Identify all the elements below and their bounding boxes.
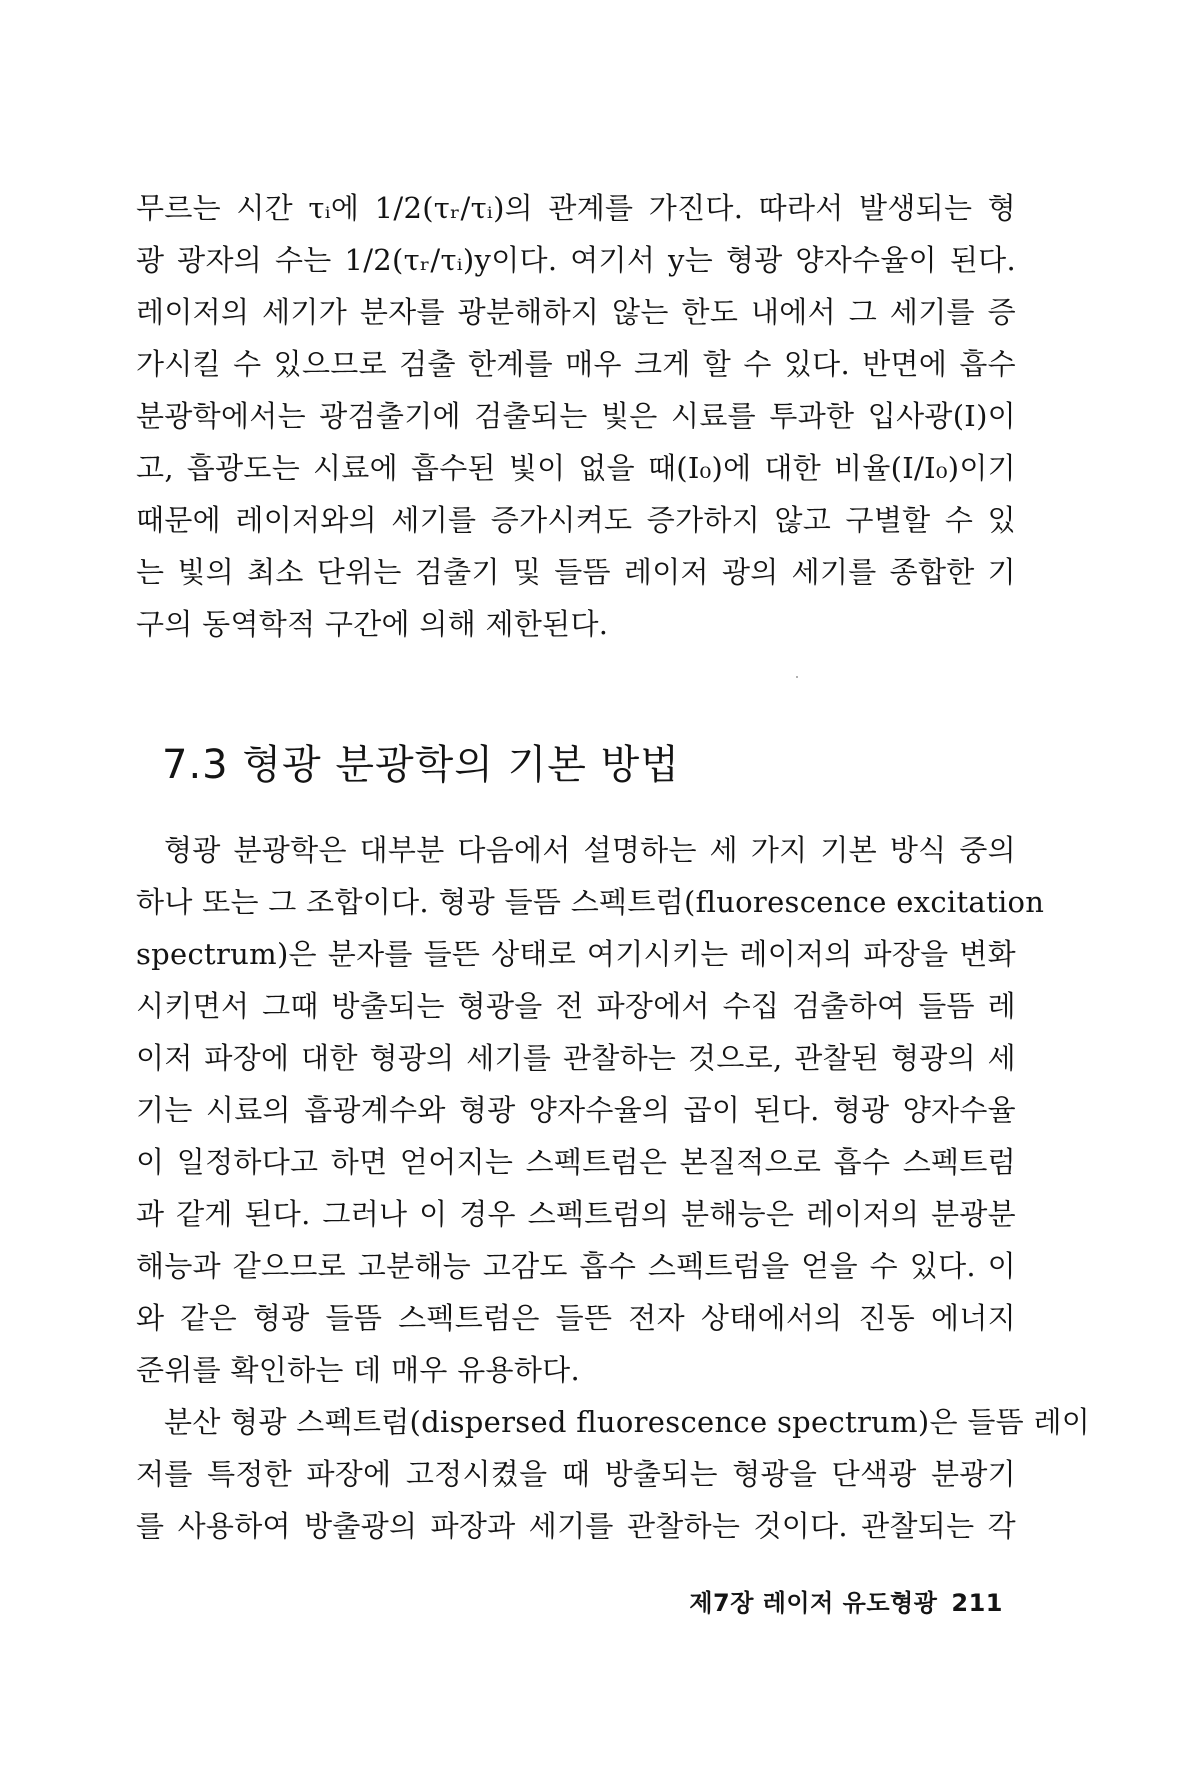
text-line: spectrum)은 분자를 들뜬 상태로 여기시키는 레이저의 파장을 변화 bbox=[136, 937, 1016, 971]
text-line: 분광학에서는 광검출기에 검출되는 빛은 시료를 투과한 입사광(I)이 bbox=[136, 399, 1016, 433]
text-line: 레이저의 세기가 분자를 광분해하지 않는 한도 내에서 그 세기를 증 bbox=[136, 295, 1016, 329]
page-footer bbox=[675, 1588, 1003, 1618]
text-line: 광 광자의 수는 1/2(τᵣ/τᵢ)y이다. 여기서 y는 형광 양자수율이 된다. bbox=[136, 243, 1016, 277]
text-line: 기는 시료의 흡광계수와 형광 양자수율의 곱이 된다. 형광 양자수율 bbox=[136, 1093, 1016, 1127]
text-line: 구의 동역학적 구간에 의해 제한된다. bbox=[136, 607, 609, 641]
text-line: 는 빛의 최소 단위는 검출기 및 들뜸 레이저 광의 세기를 종합한 기 bbox=[136, 555, 1016, 589]
text-line: 이 일정하다고 하면 얻어지는 스펙트럼은 본질적으로 흡수 스펙트럼 bbox=[136, 1145, 1016, 1179]
text-line: 가시킬 수 있으므로 검출 한계를 매우 크게 할 수 있다. 반면에 흡수 bbox=[136, 347, 1016, 381]
text-line: 와 같은 형광 들뜸 스펙트럼은 들뜬 전자 상태에서의 진동 에너지 bbox=[136, 1301, 1016, 1335]
text-line: 준위를 확인하는 데 매우 유용하다. bbox=[136, 1353, 580, 1387]
text-line: 해능과 같으므로 고분해능 고감도 흡수 스펙트럼을 얻을 수 있다. 이 bbox=[136, 1249, 1016, 1283]
text-line: 때문에 레이저와의 세기를 증가시켜도 증가하지 않고 구별할 수 있 bbox=[136, 503, 1016, 537]
text-line: 이저 파장에 대한 형광의 세기를 관찰하는 것으로, 관찰된 형광의 세 bbox=[136, 1041, 1016, 1075]
text-line: 분산 형광 스펙트럼(dispersed fluorescence spectrum)은 들뜸 레이 bbox=[164, 1405, 1091, 1439]
chapter-title: 제7장 레이저 유도형광 bbox=[689, 1589, 938, 1617]
text-line: 를 사용하여 방출광의 파장과 세기를 관찰하는 것이다. 관찰되는 각 bbox=[136, 1509, 1016, 1543]
text-line: 형광 분광학은 대부분 다음에서 설명하는 세 가지 기본 방식 중의 bbox=[164, 833, 1016, 867]
text-line: 저를 특정한 파장에 고정시켰을 때 방출되는 형광을 단색광 분광기 bbox=[136, 1457, 1016, 1491]
text-line: 하나 또는 그 조합이다. 형광 들뜸 스펙트럼(fluorescence excitation bbox=[136, 885, 1045, 919]
text-line: 과 같게 된다. 그러나 이 경우 스펙트럼의 분해능은 레이저의 분광분 bbox=[136, 1197, 1016, 1231]
scan-speck bbox=[796, 676, 798, 678]
text-line: 시키면서 그때 방출되는 형광을 전 파장에서 수집 검출하여 들뜸 레 bbox=[136, 989, 1016, 1023]
text-line: 고, 흡광도는 시료에 흡수된 빛이 없을 때(I₀)에 대한 비율(I/I₀)이기 bbox=[136, 451, 1016, 485]
section-heading: 7.3 형광 분광학의 기본 방법 bbox=[162, 742, 680, 788]
page-number: 211 bbox=[951, 1589, 1003, 1617]
text-line: 무르는 시간 τᵢ에 1/2(τᵣ/τᵢ)의 관계를 가진다. 따라서 발생되는 형 bbox=[136, 191, 1016, 225]
